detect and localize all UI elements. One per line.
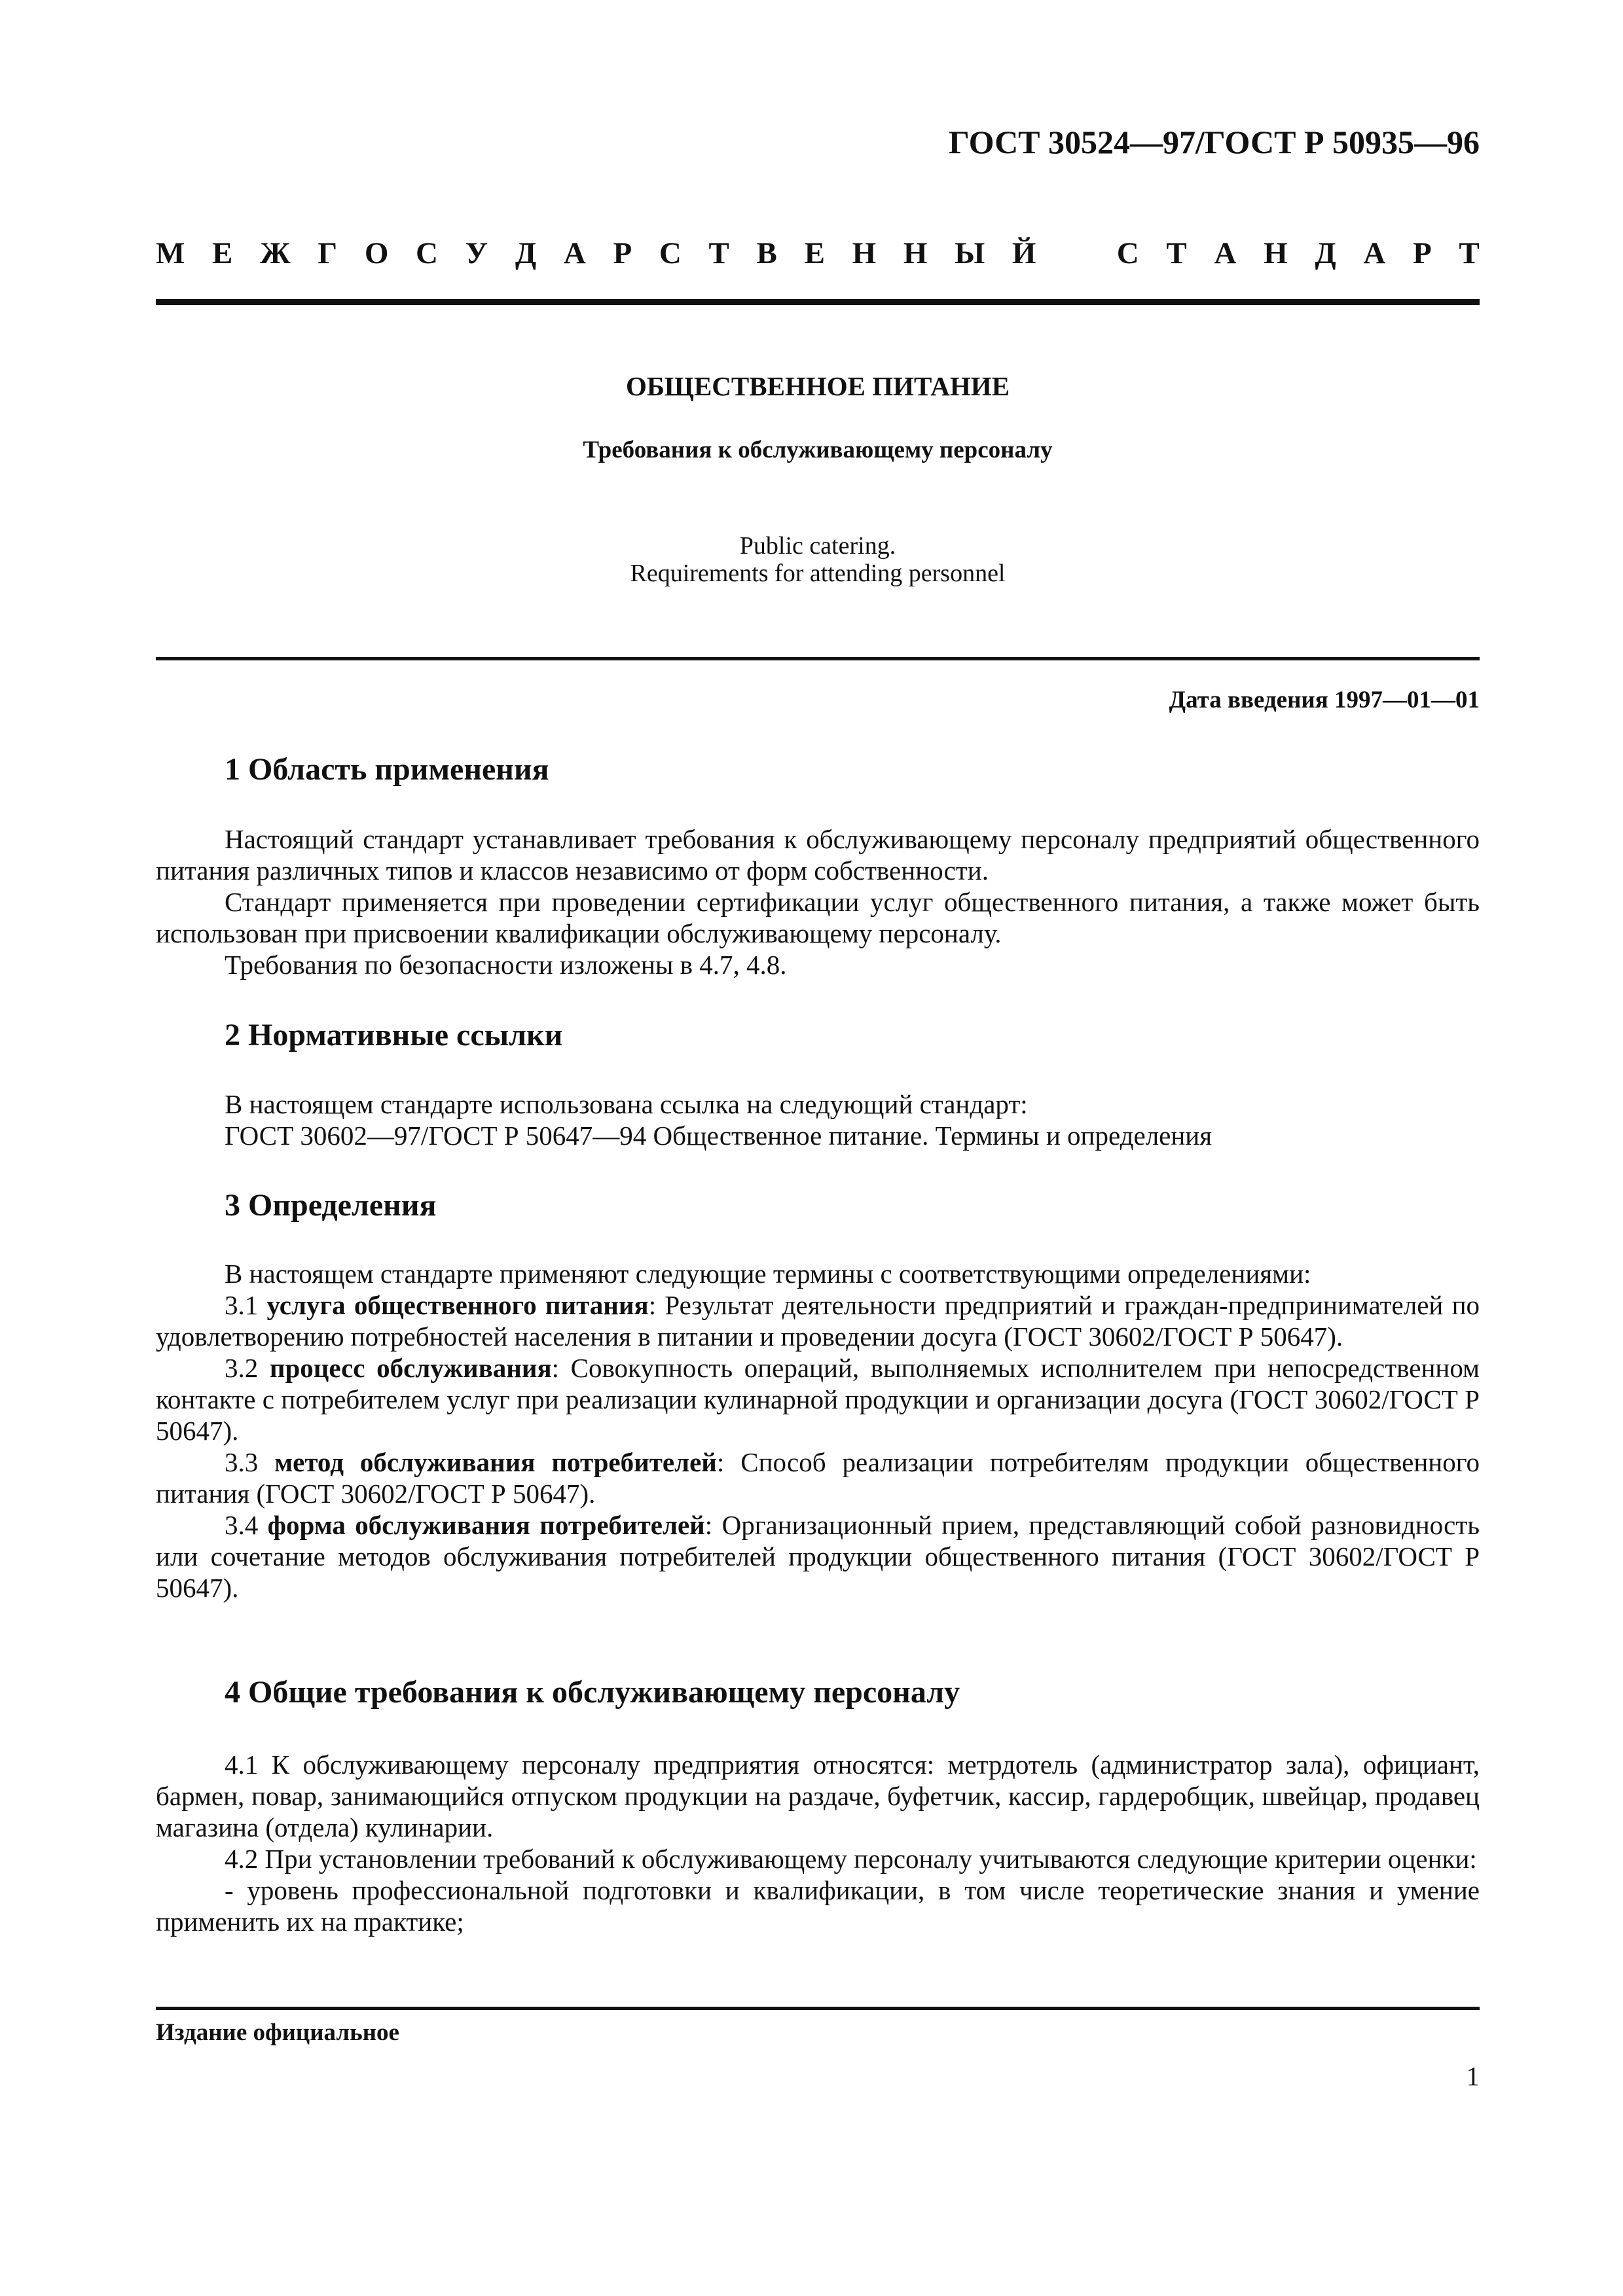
paragraph: В настоящем стандарте применяют следующие термины с соответствующими определениями: bbox=[225, 1259, 1311, 1289]
english-title-line2: Requirements for attending personnel bbox=[630, 560, 1006, 587]
definition-3-4: 3.4 форма обслуживания потребителей: Организационный прием, представляющий собой разновидность или сочетание методов обслуживания потребителей продукции общественного питания (ГОСТ 30602/ГОСТ Р 50647). bbox=[156, 1510, 1480, 1603]
page-number: 1 bbox=[1466, 2061, 1480, 2091]
definition-3-3: 3.3 метод обслуживания потребителей: Способ реализации потребителям продукции общественного питания (ГОСТ 30602/ГОСТ Р 50647). bbox=[156, 1447, 1480, 1509]
list-item: - уровень профессиональной подготовки и квалификации, в том числе теоретические знания и умение применить их на практике; bbox=[156, 1875, 1480, 1937]
paragraph: Требования по безопасности изложены в 4.7, 4.8. bbox=[225, 950, 787, 980]
header-thick-rule bbox=[156, 299, 1480, 305]
definition-3-1: 3.1 услуга общественного питания: Результат деятельности предприятий и граждан-предпринимателей по удовлетворению потребностей населения в питании и проведении досуга (ГОСТ 30602/ГОСТ Р 50647). bbox=[156, 1290, 1480, 1352]
section-2-heading: 2 Нормативные ссылки bbox=[225, 1018, 563, 1052]
document-subtitle: Требования к обслуживающему персоналу bbox=[583, 437, 1053, 463]
section-3-body bbox=[156, 1258, 1480, 1604]
defined-term: процесс обслуживания bbox=[269, 1353, 552, 1383]
introduction-date: Дата введения 1997—01—01 bbox=[1169, 687, 1480, 713]
section-3-heading: 3 Определения bbox=[225, 1188, 437, 1223]
footer-rule bbox=[156, 2007, 1480, 2010]
english-title-line1: Public catering. bbox=[739, 532, 896, 560]
definition-3-2: 3.2 процесс обслуживания: Совокупность операций, выполняемых исполнителем при непосредственном контакте с потребителем услуг при реализации кулинарной продукции и организации досуга (ГОСТ 30602/ГОСТ Р 50647). bbox=[156, 1353, 1480, 1446]
section-4-body bbox=[156, 1749, 1480, 1937]
reference-entry: ГОСТ 30602—97/ГОСТ Р 50647—94 Общественное питание. Термины и определения bbox=[225, 1121, 1213, 1151]
official-edition-label: Издание официальное bbox=[156, 2019, 399, 2046]
document-title: ОБЩЕСТВЕННОЕ ПИТАНИЕ bbox=[625, 371, 1010, 401]
title-rule bbox=[156, 657, 1480, 660]
section-4-heading: 4 Общие требования к обслуживающему персоналу bbox=[225, 1675, 960, 1710]
paragraph: В настоящем стандарте использована ссылка на следующий стандарт: bbox=[225, 1089, 1028, 1119]
paragraph: 4.2 При установлении требований к обслуживающему персоналу учитываются следующие критерии оценки: bbox=[225, 1844, 1477, 1874]
interstate-standard-banner: М Е Ж Г О С У Д А Р С Т В Е Н Н Ы Й С Т А Н Д А Р Т bbox=[156, 236, 1480, 270]
paragraph: Стандарт применяется при проведении сертификации услуг общественного питания, а также может быть использован при присвоении квалификации обслуживающему персоналу. bbox=[156, 887, 1480, 948]
defined-term: услуга общественного питания bbox=[266, 1290, 649, 1320]
defined-term: форма обслуживания потребителей bbox=[267, 1510, 705, 1540]
paragraph: Настоящий стандарт устанавливает требования к обслуживающему персоналу предприятий общественного питания различных типов и классов независимо от форм собственности. bbox=[156, 824, 1480, 886]
paragraph: 4.1 К обслуживающему персоналу предприятия относятся: метрдотель (администратор зала), официант, бармен, повар, занимающийся отпуском продукции на раздаче, буфетчик, кассир, гардеробщик, швейцар, продавец магазина (отдела) кулинарии. bbox=[156, 1749, 1480, 1842]
defined-term: метод обслуживания потребителей bbox=[274, 1447, 717, 1477]
gost-designation: ГОСТ 30524—97/ГОСТ Р 50935—96 bbox=[949, 124, 1480, 160]
section-2-body bbox=[156, 1088, 1480, 1151]
section-1-body bbox=[156, 823, 1480, 980]
english-title bbox=[156, 532, 1480, 587]
section-1-heading: 1 Область применения bbox=[225, 752, 549, 787]
